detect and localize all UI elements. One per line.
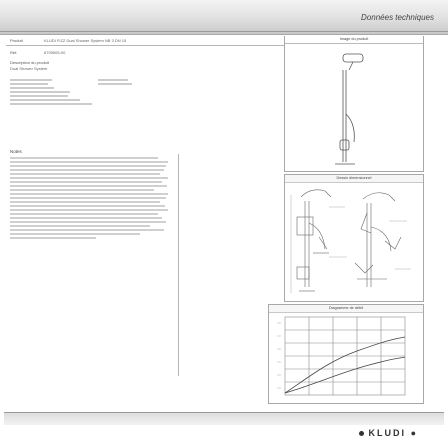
page-title: Données techniques bbox=[361, 13, 434, 22]
banner-rule bbox=[0, 31, 448, 32]
dimension-drawing-title: Dessin dimensionnel bbox=[285, 175, 423, 183]
brand-name: KLUDI bbox=[368, 428, 407, 438]
brand-trailing-mark: ● bbox=[410, 428, 418, 438]
flow-diagram-box bbox=[268, 304, 424, 404]
product-value: KLUDI FIZZ Dual Shower System NB 3 DN 15 bbox=[44, 38, 127, 43]
title-banner bbox=[0, 0, 448, 35]
notes-text-lines bbox=[10, 156, 172, 271]
product-image-box bbox=[284, 36, 424, 172]
dimension-drawing bbox=[285, 183, 421, 299]
dimension-drawing-box bbox=[284, 174, 424, 302]
description-label: Description du produit bbox=[10, 60, 49, 65]
product-image-title: Image du produit bbox=[285, 36, 423, 44]
flow-diagram-title: Diagramme de débit bbox=[269, 305, 423, 313]
datasheet bbox=[6, 36, 442, 412]
footer-bar bbox=[4, 412, 444, 425]
brand-logo bbox=[359, 428, 418, 438]
description-left-label: Dual Shower System bbox=[10, 66, 48, 71]
ref-label: Réf. bbox=[10, 50, 18, 55]
flow-diagram bbox=[269, 313, 421, 401]
product-row-rule bbox=[6, 45, 284, 46]
notes-heading: Notes bbox=[10, 149, 22, 154]
shower-illustration bbox=[285, 44, 421, 169]
column-divider bbox=[178, 154, 179, 376]
ref-value: 6709505-00 bbox=[44, 50, 66, 55]
brand-leading-dot-icon bbox=[359, 431, 364, 436]
description-text-lines bbox=[10, 78, 170, 108]
product-label: Produit bbox=[10, 38, 23, 43]
